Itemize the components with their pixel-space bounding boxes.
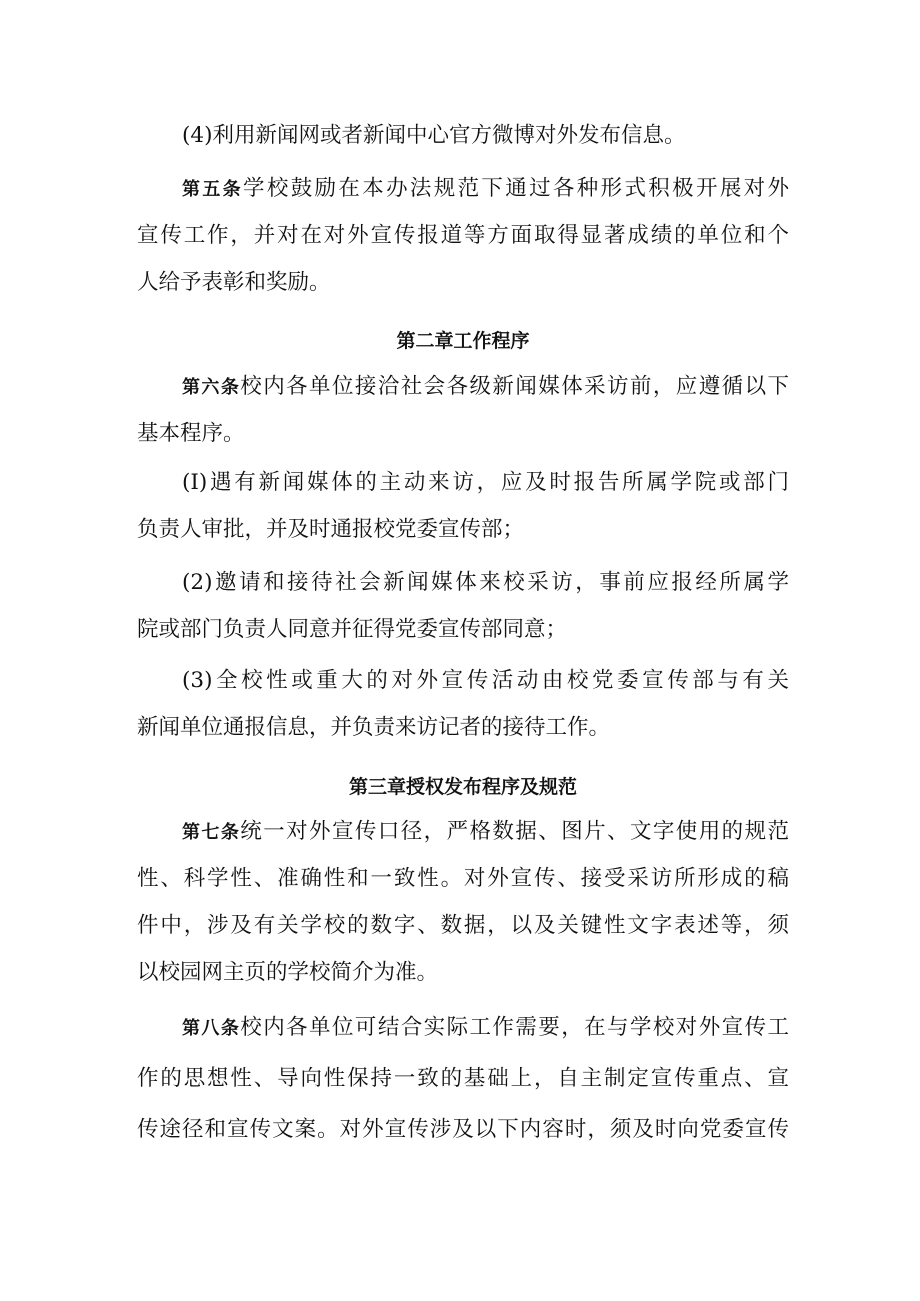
chapter-3-heading: 第三章授权发布程序及规范	[348, 776, 577, 798]
chapter-2-heading: 第二章工作程序	[396, 330, 530, 352]
item-1-line-1: (I)遇有新闻媒体的主动来访，应及时报告所属学院或部门	[182, 470, 789, 495]
article-8-text-1: 校内各单位可结合实际工作需要，在与学校对外宣传工	[240, 1015, 789, 1040]
article-7-text-1: 统一对外宣传口径，严格数据、图片、文字使用的规范	[240, 819, 789, 844]
article-5-line-1	[182, 172, 789, 206]
article-7-line-1	[182, 815, 789, 849]
article-6-text-1: 校内各单位接洽社会各级新闻媒体采访前，应遵循以下	[240, 374, 789, 399]
item-3-line-2: 新闻单位通报信息，并负责来访记者的接待工作。	[137, 715, 611, 740]
article-8-line-2: 作的思想性、导向性保持一致的基础上，自主制定宣传重点、宣	[137, 1066, 789, 1091]
article-5-line-2: 宣传工作，并对在对外宣传报道等方面取得显著成绩的单位和个	[137, 223, 789, 248]
item-4-text: (4)利用新闻网或者新闻中心官方微博对外发布信息。	[182, 123, 686, 148]
article-5-text-1: 学校鼓励在本办法规范下通过各种形式积极开展对外	[243, 176, 789, 201]
item-1-line-2: 负责人审批，并及时通报校党委宣传部；	[137, 517, 525, 542]
item-2-line-2: 院或部门负责人同意并征得党委宣传部同意；	[137, 617, 568, 642]
item-4-line	[182, 119, 789, 153]
article-6-label: 第六条	[182, 377, 241, 398]
article-7-line-2: 性、科学性、准确性和一致性。对外宣传、接受采访所形成的稿	[137, 866, 789, 891]
article-8-line-3: 传途径和宣传文案。对外宣传涉及以下内容时，须及时向党委宣传	[137, 1117, 789, 1142]
article-8-label: 第八条	[182, 1018, 241, 1039]
item-3-line-1: (3)全校性或重大的对外宣传活动由校党委宣传部与有关	[182, 668, 789, 693]
article-5-label: 第五条	[182, 179, 244, 200]
article-5-line-3: 人给予表彰和奖励。	[137, 270, 331, 295]
article-6-line-2: 基本程序。	[137, 421, 245, 446]
item-2-line-1: (2)邀请和接待社会新闻媒体来校采访，事前应报经所属学	[182, 570, 789, 595]
article-7-line-3: 件中，涉及有关学校的数字、数据，以及关键性文字表述等，须	[137, 913, 789, 938]
article-7-line-4: 以校园网主页的学校简介为准。	[137, 960, 439, 985]
article-7-label: 第七条	[182, 822, 241, 843]
article-8-line-1	[182, 1011, 789, 1045]
article-6-line-1	[182, 370, 789, 404]
